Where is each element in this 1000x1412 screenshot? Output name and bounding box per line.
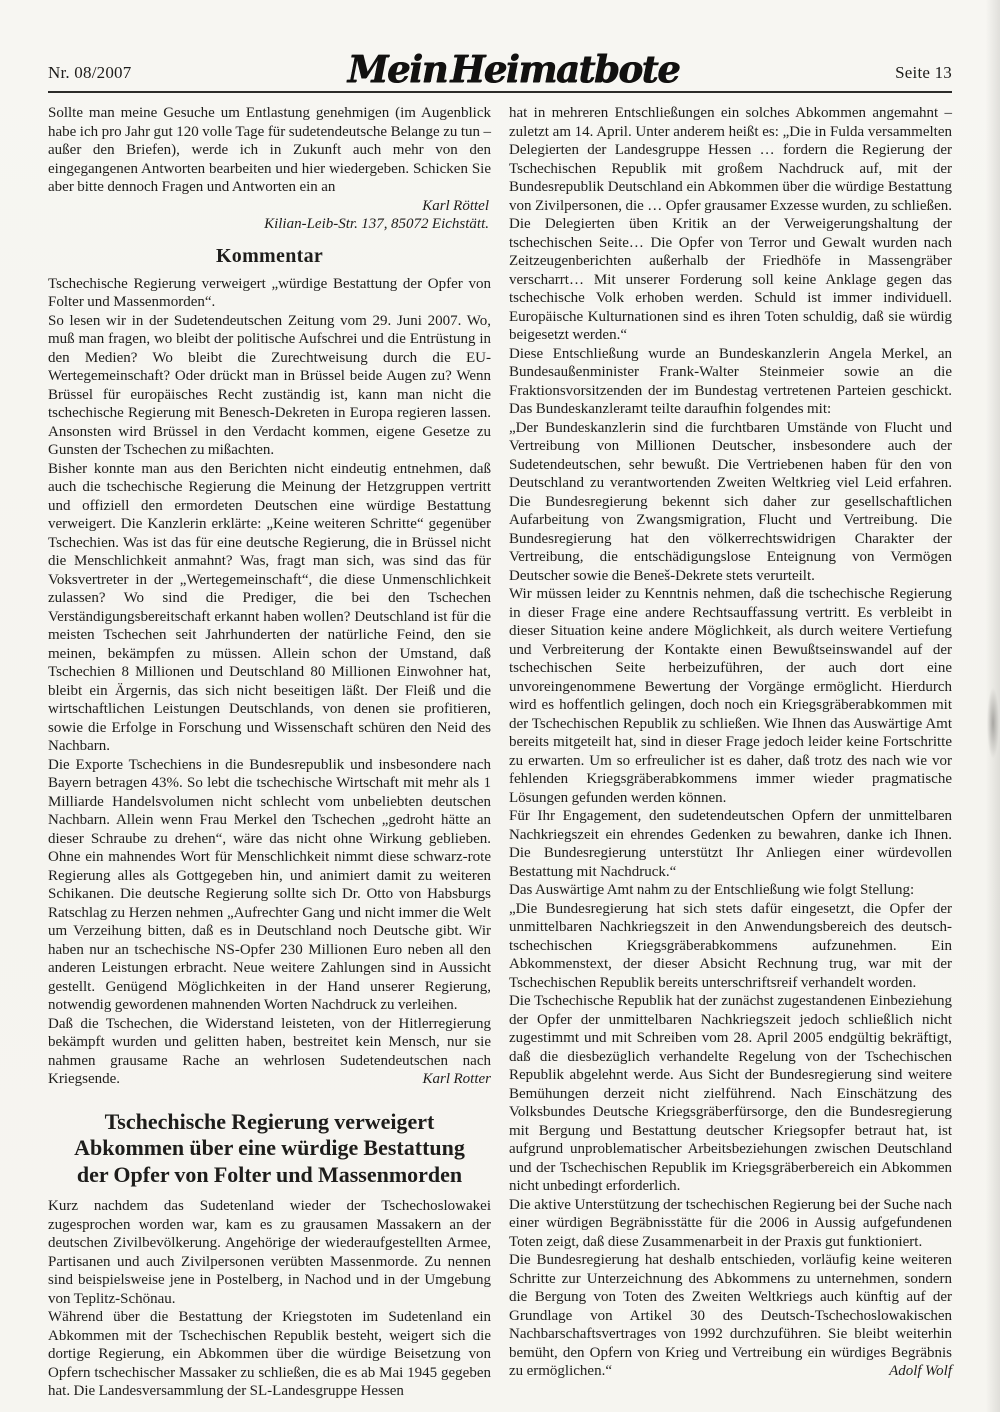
paragraph: So lesen wir in der Sudetendeutschen Zeitung vom 29. Juni 2007. Wo, muß man fragen, wo bleibt der politische Aufschrei und die Entrüstung in den Medien? Wo bleibt die Zurechtweisung durch die EU-Wertegemeinschaft? Oder drückt man in Brüssel beide Augen zu? Wenn Brüssel für europäisches Recht zuständig ist, kann man nicht die tschechische Regierung mit Benesch-Dekreten in Europa regieren lassen. Ansonsten wird Brüssel in den Verdacht kommen, eigene Gesetze zu Gunsten der Tschechen zu mißachten.: [48, 312, 491, 458]
article-columns: [48, 104, 952, 1401]
paragraph: Die Bundesregierung hat deshalb entschieden, vorläufig keine weiteren Schritte zur Unterzeichnung des Abkommens zu unternehmen, sondern die Bergung von Toten des Zweiten Weltkriegs auch künftig auf der Grundlage von Artikel 30 des Deutsch-Tschechoslowakischen Nachbarschaftsvertrages von 1992 durchzuführen. Sie bleibt weiterhin bemüht, den Opfern von Krieg und Vertreibung ein würdiges Begräbnis zu ermöglichen.“ Adolf Wolf: [509, 1252, 952, 1379]
paragraph: Wir müssen leider zu Kenntnis nehmen, daß die tschechische Regierung in dieser Frage eine andere Rechtsauffassung vertritt. Es verbleibt in dieser Situation keine andere Möglichkeit, als durch weitere Vertiefung und Verbreiterung der Kontakte einen Bewußtseinswandel auf der tschechischen Seite herbeizuführen, der auch dort eine unvoreingenommene Bewertung der Vorgänge ermöglicht. Hierdurch wird es hoffentlich gelingen, doch noch ein Kriegsgräberabkommen mit der Tschechischen Republik zu schließen. Wie Ihnen das Auswärtige Amt bereits mitgeteilt hat, sind in dieser Frage jedoch leider keine Fortschritte zu erwarten. Um so erfreulicher ist es daher, daß trotz des nach wie vor fehlenden Kriegsgräberabkommens immer wieder pragmatische Lösungen gefunden werden können.: [509, 586, 952, 806]
paragraph: „Die Bundesregierung hat sich stets dafür eingesetzt, die Opfer der unmittelbaren Nachkriegszeit in den Anwendungsbereich des deutsch-tschechischen Kriegsgräberabkommens aufzunehmen. Ein Abkommenstext, der dieser Absicht Rechnung trug, war mit der Tschechischen Republik bereits unterschriftsreif verhandelt worden.: [509, 900, 952, 991]
section-heading: Kommentar: [215, 244, 324, 267]
paragraph: Die Tschechische Republik hat der zunächst zugestandenen Einbeziehung der Opfer der unmittelbaren Nachkriegszeit jedoch schließlich nicht zugestimmt und mit Schreiben vom 28. April 2005 endgültig bekräftigt, daß die diesbezüglich verhandelte Regelung von der Tschechischen Republik abgelehnt werde. Aus Sicht der Bundesregierung sind weitere Bemühungen derzeit nicht zielführend. Nach Einschätzung des Volksbundes Deutsche Kriegsgräberfürsorge, den die Bundesregierung mit Bergung und Bestattung deutscher Kriegsopfer betraut hat, ist aufgrund unproblematischer Arbeitsbeziehungen zwischen Deutschland und der Tschechischen Republik im Kriegsgräberbereich ein Abkommen nicht unbedingt erforderlich.: [509, 993, 952, 1194]
paragraph: Die Exporte Tschechiens in die Bundesrepublik und insbesondere nach Bayern betragen 43%. So lebt die tschechische Wirtschaft mit mehr als 1 Milliarde Handelsvolumen nicht schlecht vom unbeliebten deutschen Nachbarn. Allein wenn Frau Merkel den Tschechen „gedroht hätte an dieser Schraube zu drehen“, wäre das nicht ohne Wirkung geblieben. Ohne ein mahnendes Wort für Menschlichkeit nimmt diese schwarz-rote Regierung alles als Gottgegeben hin, und animiert damit zu weiteren Schikanen. Die deutsche Regierung sollte sich Dr. Otto von Habsburgs Ratschlag zu Herzen nehmen „Aufrechter Gang und nicht immer die Welt um Verzeihung bitten, daß es in Deutschland noch Deutsche gibt. Wir haben nur an tschechische NS-Opfer 230 Millionen Euro neben all den anderen Leistungen erbracht. Neue weitere Zahlungen sind in Aussicht gestellt. Genügend Möglichkeiten in der Hand unserer Regierung, notwendig gewordenen mahnenden Worten Nachdruck zu verleihen.: [48, 756, 491, 1013]
masthead-logo: Mein Heimatbote: [347, 47, 680, 91]
paragraph: Daß die Tschechen, die Widerstand leisteten, von der Hitlerregierung bekämpft wurden und gelitten haben, bestreitet kein Mensch, nur sie nahmen grausame Rache an wehrlosen Sudetendeutschen nach Kriegsende. Karl Rotter: [48, 1015, 491, 1087]
paragraph: Kurz nachdem das Sudetenland wieder der Tschechoslowakei zugesprochen worden war, kam es zu grausamen Massakern an der deutschen Zivilbevölkerung. Angehörige der wiederaufgestellten Armee, Partisanen und auch Zivilpersonen verübten Massenmorde. Zu nennen sind beispielsweise jene in Postelberg, in Nachod und in der Umgebung von Teplitz-Schönau.: [48, 1198, 491, 1307]
author-name: Adolf Wolf: [889, 1363, 952, 1379]
paragraph: Das Auswärtige Amt nahm zu der Entschließung wie folgt Stellung:: [509, 882, 915, 898]
author-name: Karl Rotter: [422, 1071, 491, 1087]
page-header: [48, 40, 952, 91]
signature-block: [48, 197, 489, 234]
paragraph: Für Ihr Engagement, den sudetendeutschen Opfern der unmittelbaren Nachkriegszeit ein ehrendes Gedenken zu bewahren, danke ich Ihnen. Die Bundesregierung unterstützt Ihr Anliegen einer würdevollen Bestattung mit Nachdruck.“: [509, 808, 952, 880]
paragraph: „Der Bundeskanzlerin sind die furchtbaren Umstände von Flucht und Vertreibung von Millionen Deutscher, insbesondere auch der Sudetendeutschen, sehr bewußt. Die Vertriebenen haben für den von Deutschland zu verantwortenden Zweiten Weltkrieg viel Leid erfahren. Die Bundesregierung bekennt sich daher zur gesellschaftlichen Aufarbeitung von Zwangsmigration, Flucht und Vertreibung. Die Bundesregierung hat den völkerrechtswidrigen Charakter der Vertreibung, die entschädigungslose Enteignung von Vermögen Deutscher sowie die Beneš-Dekrete stets verurteilt.: [509, 419, 952, 584]
paragraph: Tschechische Regierung verweigert „würdige Bestattung der Opfer von Folter und Massenmorden“.: [48, 275, 491, 310]
paragraph: Diese Entschließung wurde an Bundeskanzlerin Angela Merkel, an Bundesaußenminister Frank-Walter Steinmeier sowie an die Fraktionsvorsitzenden der im Bundestag vertretenen Parteien geschickt. Das Bundeskanzleramt teilte daraufhin folgendes mit:: [509, 345, 952, 417]
right-column: [509, 104, 952, 1401]
issue-number: Nr. 08/2007: [48, 63, 132, 82]
article-heading: Tschechische Regierung verweigert Abkommen über eine würdige Bestattung der Opfer von Folter und Massenmorden: [74, 1108, 465, 1187]
paragraph: hat in mehreren Entschließungen ein solches Abkommen angemahnt – zuletzt am 14. April. Unter anderem heißt es: „Die in Fulda versammelten Delegierten der Landesgruppe Hessen … fordern die Regierung der Tschechischen Republik mit großem Nachdruck auf, mit der Bundesrepublik Deutschland ein Abkommen über die würdige Bestattung von Zivilpersonen, die … Opfer grausamer Exzesse wurden, zu schließen. Die Delegierten üben Kritik an der Verweigerungshaltung der tschechischen Seite… Die Opfer von Terror und Gewalt wurden nach Zeitzeugenberichten außerhalb der Friedhöfe in Massengräber verscharrt… Mit unserer Forderung soll keine Anklage gegen das tschechische Volk erhoben werden. Schuld ist immer individuell. Europäische Kulturnationen sind es ihren Toten schuldig, daß sie würdig beigesetzt werden.“: [509, 105, 952, 343]
signature-line: Karl Röttel: [422, 197, 489, 214]
paragraph: Bisher konnte man aus den Berichten nicht eindeutig entnehmen, daß auch die tschechische Regierung die Meinung der Hetzgruppen vertritt und offiziell den ermordeten Deutschen eine würdige Bestattung verweigert. Die Kanzlerin erklärte: „Keine weiteren Schritte“ gegenüber Tschechien. Was ist das für eine deutsche Regierung, die in Brüssel nicht die Menschlichkeit anmahnt? Was, fragt man sich, was sind das für Voksvertreter in der „Wertegemeinschaft“, die diese Unmenschlichkeit zulassen? Wo sind die Prediger, die bei den Tschechen Verständigungsbereitschaft erkannt haben wollen? Deutschland ist für die meisten Tschechen seit Jahrhunderten der natürliche Feind, den sie meinen, bekämpfen zu müssen. Allein schon der Umstand, daß Tschechien 8 Millionen und Deutschland 80 Millionen Einwohner hat, bleibt ein Ärgernis, das sich nicht beseitigen läßt. Der Fleiß und die wirtschaftlichen Leistungen Deutschlands, von denen sie profitieren, sowie die Erfolge in Forschung und Wissenschaft schüren den Neid des Nachbarn.: [48, 460, 491, 754]
paragraph: Während über die Bestattung der Kriegstoten im Sudetenland ein Abkommen mit der Tschechischen Republik besteht, weigert sich die dortige Regierung, ein Abkommen über die würdige Beisetzung von Opfern tschechischer Massaker zu schließen, die es ab Mai 1945 gegeben hat. Die Landesversammlung der SL-Landesgruppe Hessen: [48, 1309, 491, 1399]
page-number: Seite 13: [895, 63, 952, 82]
header-rule: [48, 91, 952, 93]
paragraph: Sollte man meine Gesuche um Entlastung genehmigen (im Augenblick habe ich pro Jahr gut 120 volle Tage für sudetendeutsche Belange zu tun – außer den Briefen), werde ich in Zukunft auch mehr von den eingegangenen Antworten bearbeiten und hier wiedergeben. Schicken Sie aber bitte dennoch Fragen und Antworten ein an: [48, 105, 491, 195]
paragraph: Die aktive Unterstützung der tschechischen Regierung bei der Suche nach einer würdigen Begräbnisstätte für die 2006 in Aussig aufgefundenen Toten zeigt, daß diese Zusammenarbeit in der Praxis gut funktioniert.: [509, 1196, 952, 1250]
signature-line: Kilian-Leib-Str. 137, 85072 Eichstätt.: [264, 216, 489, 232]
left-column: [48, 104, 491, 1401]
